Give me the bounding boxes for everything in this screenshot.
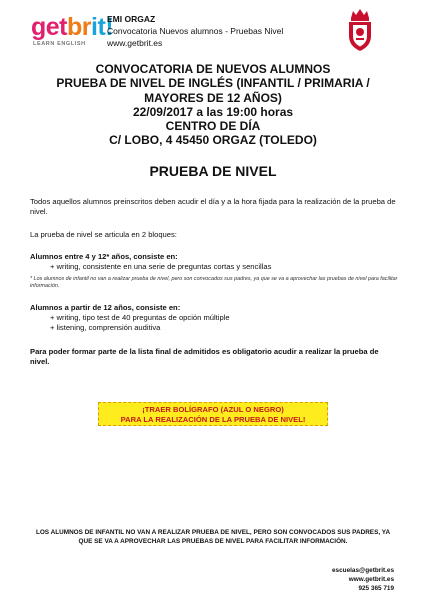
footer-note: LOS ALUMNOS DE INFANTIL NO VAN A REALIZAR PRUEBA DE NIVEL, PERO SON CONVOCADOS SUS PADRES, YA QUE SE VA A APROVECHAR LAS PRUEBAS DE NIVEL PARA FACILITAR INFORMACIÓN. (35, 529, 391, 545)
section-title: PRUEBA DE NIVEL (149, 163, 277, 179)
coat-of-arms-icon (345, 8, 375, 52)
title-line-1: CONVOCATORIA DE NUEVOS ALUMNOS (95, 62, 331, 76)
title-line-2: PRUEBA DE NIVEL DE INGLÉS (INFANTIL / PRIMARIA / (56, 76, 370, 91)
block2-heading: Alumnos a partir de 12 años, consiste en: (30, 303, 181, 312)
bring-pen-notice (98, 402, 328, 426)
header-subtitle: Convocatoria Nuevos alumnos - Pruebas Nivel (107, 26, 284, 36)
announcement-title (20, 62, 406, 148)
contact-phone: 925 365 719 (358, 585, 394, 592)
header-website: www.getbrit.es (107, 38, 163, 48)
notice-line-1: ¡TRAER BOLÍGRAFO (AZUL O NEGRO) (142, 405, 284, 414)
contact-email[interactable]: escuelas@getbrit.es (332, 567, 394, 574)
block1-item-writing: + writing, consistente en una serie de preguntas cortas y sencillas (50, 262, 272, 271)
block2-item-listening: + listening, comprensión auditiva (50, 323, 161, 332)
block1-footnote: * Los alumnos de infantil no van a realizar prueba de nivel, pero son convocados sus padres, ya que se va a aprovechar las pruebas de nivel para facilitar información. (30, 276, 398, 290)
mandatory-paragraph: Para poder formar parte de la lista final de admitidos es obligatorio acudir a realizar la prueba de nivel. (30, 347, 379, 366)
title-venue: CENTRO DE DÍA (165, 119, 261, 134)
logo-tagline: LEARN ENGLISH (33, 41, 86, 47)
block2-item-writing: + writing, tipo test de 40 preguntas de opción múltiple (50, 313, 230, 322)
intro-paragraph: Todos aquellos alumnos preinscritos deben acudir el día y a la hora fijada para la realización de la prueba de nivel. (30, 197, 396, 216)
title-address: C/ LOBO, 4 45450 ORGAZ (TOLEDO) (109, 133, 317, 148)
header-org: EMI ORGAZ (107, 14, 156, 24)
title-line-3: MAYORES DE 12 AÑOS) (144, 90, 282, 105)
notice-line-2: PARA LA REALIZACIÓN DE LA PRUEBA DE NIVEL! (120, 415, 306, 424)
title-datetime: 22/09/2017 a las 19:00 horas (132, 104, 294, 119)
logo-wordmark: getbrit! (31, 13, 114, 41)
block1-heading: Alumnos entre 4 y 12* años, consiste en: (30, 252, 178, 261)
header-text (107, 13, 283, 49)
contact-block (332, 566, 394, 593)
contact-website[interactable]: www.getbrit.es (348, 576, 394, 583)
structure-paragraph: La prueba de nivel se articula en 2 bloques: (30, 230, 177, 239)
getbrit-logo (31, 13, 114, 48)
